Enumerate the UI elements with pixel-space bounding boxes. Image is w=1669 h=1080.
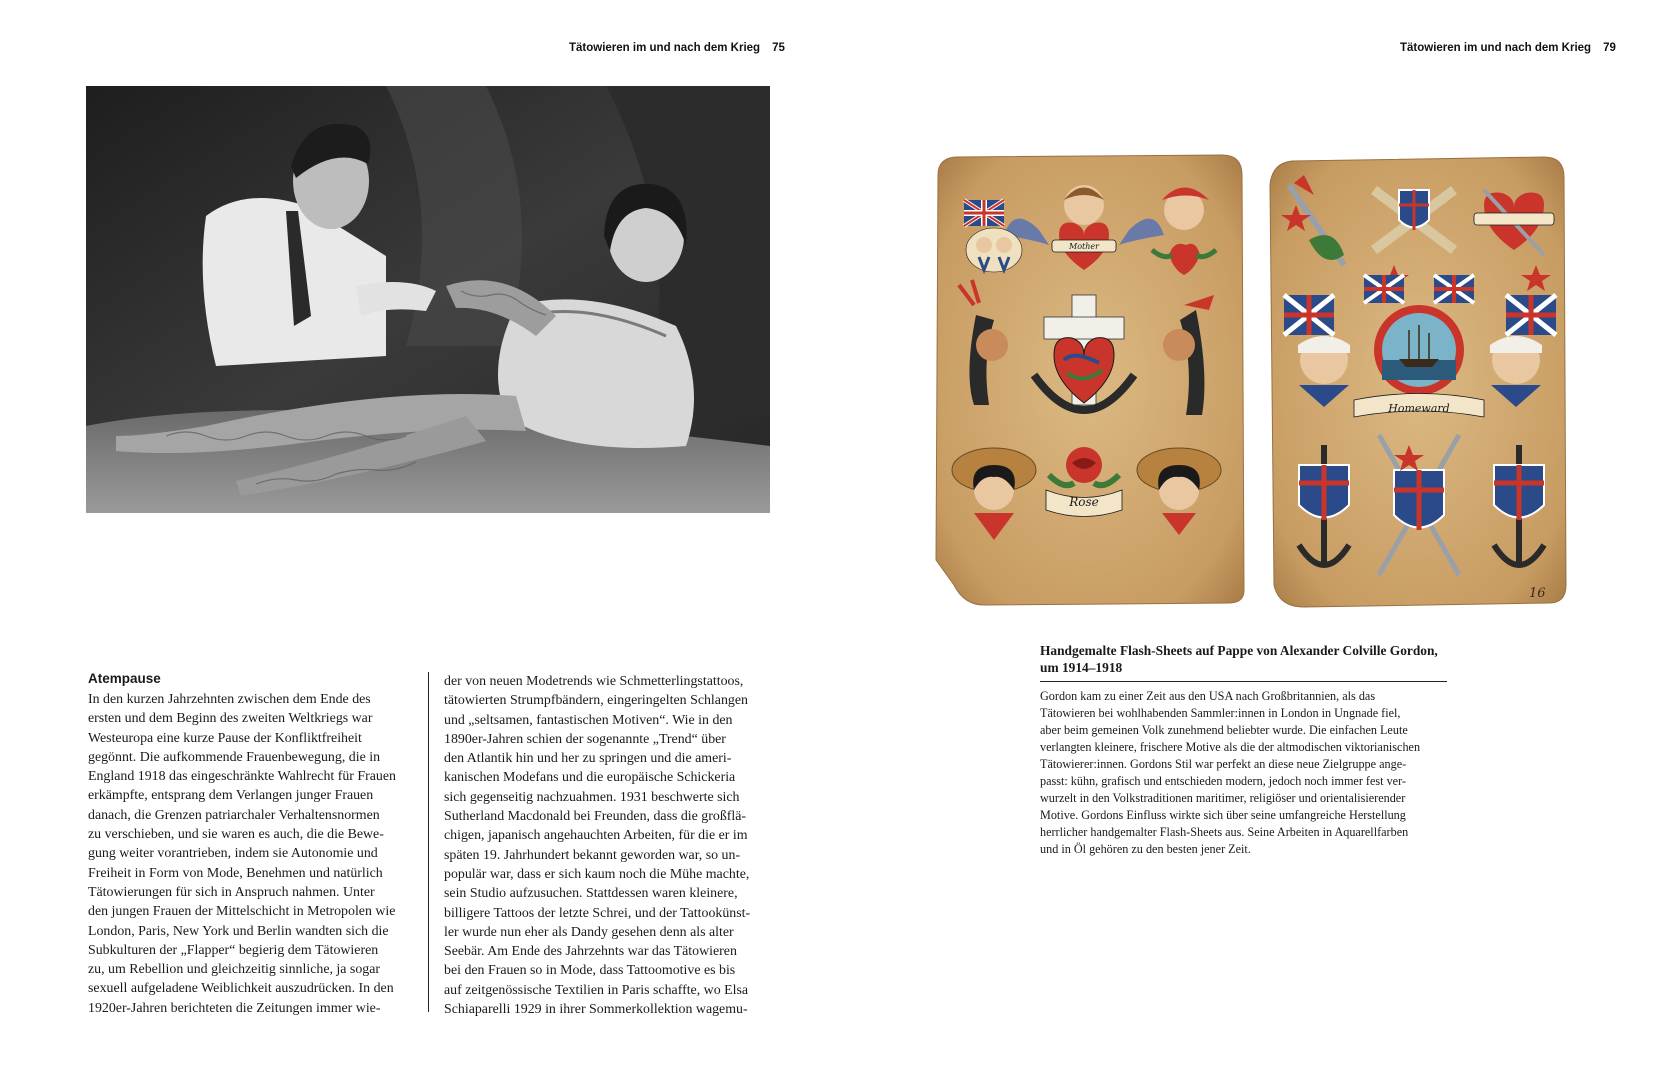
text-line: 1920er-Jahren berichteten die Zeitungen immer wie- (88, 1000, 381, 1016)
caption-line: aber beim gemeinen Volk zunehmend beliebter wurde. Die einfachen Leute (1040, 723, 1408, 737)
flag-motif (964, 200, 1004, 226)
column-divider (428, 672, 429, 1012)
page-number: 79 (1603, 42, 1616, 54)
caption-line: passt: kühn, grafisch und entschieden modern, jedoch noch immer fest ver- (1040, 774, 1406, 788)
banner-text: Mother (1069, 242, 1099, 251)
text-line: den jungen Frauen der Mittelschicht in Metropolen wie (88, 904, 396, 920)
caption-line: und in Öl gehören zu den besten jener Zeit. (1040, 842, 1251, 856)
sheet-number: 16 (1529, 586, 1546, 601)
text-line: Tätowierungen für sich in Anspruch nahmen. Unter (88, 884, 375, 900)
body-column-1 (88, 690, 396, 1018)
running-head-left (569, 42, 785, 54)
caption-title-line: um 1914–1918 (1040, 660, 1123, 675)
flash-sheet-right (1270, 157, 1566, 607)
running-head-right (1400, 42, 1616, 54)
left-page (0, 0, 834, 1080)
text-line: erkämpfte, entsprang dem Verlangen junger Frauen (88, 788, 374, 804)
text-line: London, Paris, New York und Berlin wandten sich die (88, 923, 389, 939)
text-line: 1890er-Jahren schien der sogenannte „Trend“ über (444, 731, 726, 747)
text-line: sich gegenseitig nachzuahmen. 1931 beschwerte sich (444, 789, 740, 805)
caption-rule (1040, 681, 1447, 682)
text-line: gegönnt. Die aufkommende Frauenbewegung, die in (88, 749, 381, 765)
text-line: gung weiter vorantrieben, indem sie Autonomie und (88, 846, 378, 862)
caption-line: wurzelt in den Volkstraditionen maritimer, religiöser und orientalisierender (1040, 791, 1406, 805)
text-line: sein Studio aufzusuchen. Stattdessen waren kleinere, (444, 886, 738, 902)
text-line: Seebär. Am Ende des Jahrzehnts war das Tätowieren (444, 944, 737, 960)
caption-line: verlangten kleinere, frischere Motive als die der altmodischen viktorianischen (1040, 740, 1421, 754)
text-line: tätowierten Strumpfbändern, eingeringelten Schlangen (444, 693, 748, 709)
flash-sheet-left (936, 155, 1244, 605)
text-line: Sutherland Macdonald bei Freunden, dass die großflä- (444, 809, 747, 825)
caption-line: Motive. Gordons Einfluss wirkte sich über seine umfangreiche Herstellung (1040, 808, 1406, 822)
text-line: zu, um Rebellion und gleichzeitig sinnliche, ja sogar (88, 962, 381, 978)
text-line: bei den Frauen so in Mode, dass Tattoomotive es bis (444, 963, 736, 979)
right-page (834, 0, 1669, 1080)
text-line: auf zeitgenössische Textilien in Paris schaffte, wo Elsa (444, 982, 749, 998)
text-line: danach, die Grenzen patriarchaler Verhaltensnormen (88, 807, 380, 823)
text-line: billigere Tattoos der letzte Schrei, und der Tattookünst- (444, 905, 751, 921)
text-line: ersten und dem Beginn des zweiten Weltkriegs war (88, 711, 373, 727)
caption-line: herrlicher handgemalter Flash-Sheets aus. Seine Arbeiten in Aquarellfarben (1040, 825, 1409, 839)
banner-text: Homeward (1388, 402, 1450, 415)
text-line: der von neuen Modetrends wie Schmetterlingstattoos, (444, 674, 744, 689)
flash-sheets-image (924, 145, 1644, 615)
tattoo-session-photo (86, 86, 770, 513)
text-line: und „seltsamen, fantastischen Motiven“. Wie in den (444, 712, 733, 728)
text-line: Westeuropa eine kurze Pause der Konfliktfreiheit (88, 730, 362, 746)
text-line: In den kurzen Jahrzehnten zwischen dem Ende des (88, 692, 371, 707)
page-number: 75 (772, 42, 785, 54)
body-column-2 (444, 672, 769, 1019)
text-line: Subkulturen der „Flapper“ begierig dem Tätowieren (88, 942, 379, 958)
text-line: Schiaparelli 1929 in ihrer Sommerkollektion wagemu- (444, 1002, 748, 1018)
caption-title-line: Handgemalte Flash-Sheets auf Pappe von Alexander Colville Gordon, (1040, 643, 1438, 658)
text-line: sexuell aufgeladene Weiblichkeit auszudrücken. In den (88, 981, 394, 997)
caption-body (1040, 688, 1450, 858)
running-head-title: Tätowieren im und nach dem Krieg (1400, 42, 1592, 54)
sailor-couple-motif (966, 228, 1022, 272)
text-line: chigen, japanisch angehauchten Arbeiten, für die er im (444, 828, 748, 844)
caption-line: Gordon kam zu einer Zeit aus den USA nach Großbritannien, als das (1040, 689, 1376, 703)
running-head-title: Tätowieren im und nach dem Krieg (569, 42, 761, 54)
caption-line: Tätowierer:innen. Gordons Stil war perfekt an diese neue Zielgruppe ange- (1040, 757, 1407, 771)
section-subhead: Atempause (88, 671, 161, 686)
text-line: populär war, dass er sich kaum noch die Mühe machte, (444, 866, 750, 882)
text-line: England 1918 das eingeschränkte Wahlrecht für Frauen (88, 769, 396, 785)
banner-text: Rose (1069, 495, 1099, 509)
text-line: kanischen Modefans und die europäische Schickeria (444, 770, 736, 786)
caption-title (1040, 642, 1460, 676)
text-line: zu verschieben, und sie waren es auch, die die Bewe- (88, 827, 384, 843)
caption-line: Tätowieren bei wohlhabenden Sammler:innen in London in Ungnade fiel, (1040, 706, 1401, 720)
text-line: den Atlantik hin und her zu springen und die ameri- (444, 751, 732, 767)
text-line: späten 19. Jahrhundert bekannt geworden war, so un- (444, 847, 741, 863)
text-line: Freiheit in Form von Mode, Benehmen und natürlich (88, 865, 383, 881)
text-line: ler wurde nun eher als Dandy gesehen denn als alter (444, 924, 734, 940)
